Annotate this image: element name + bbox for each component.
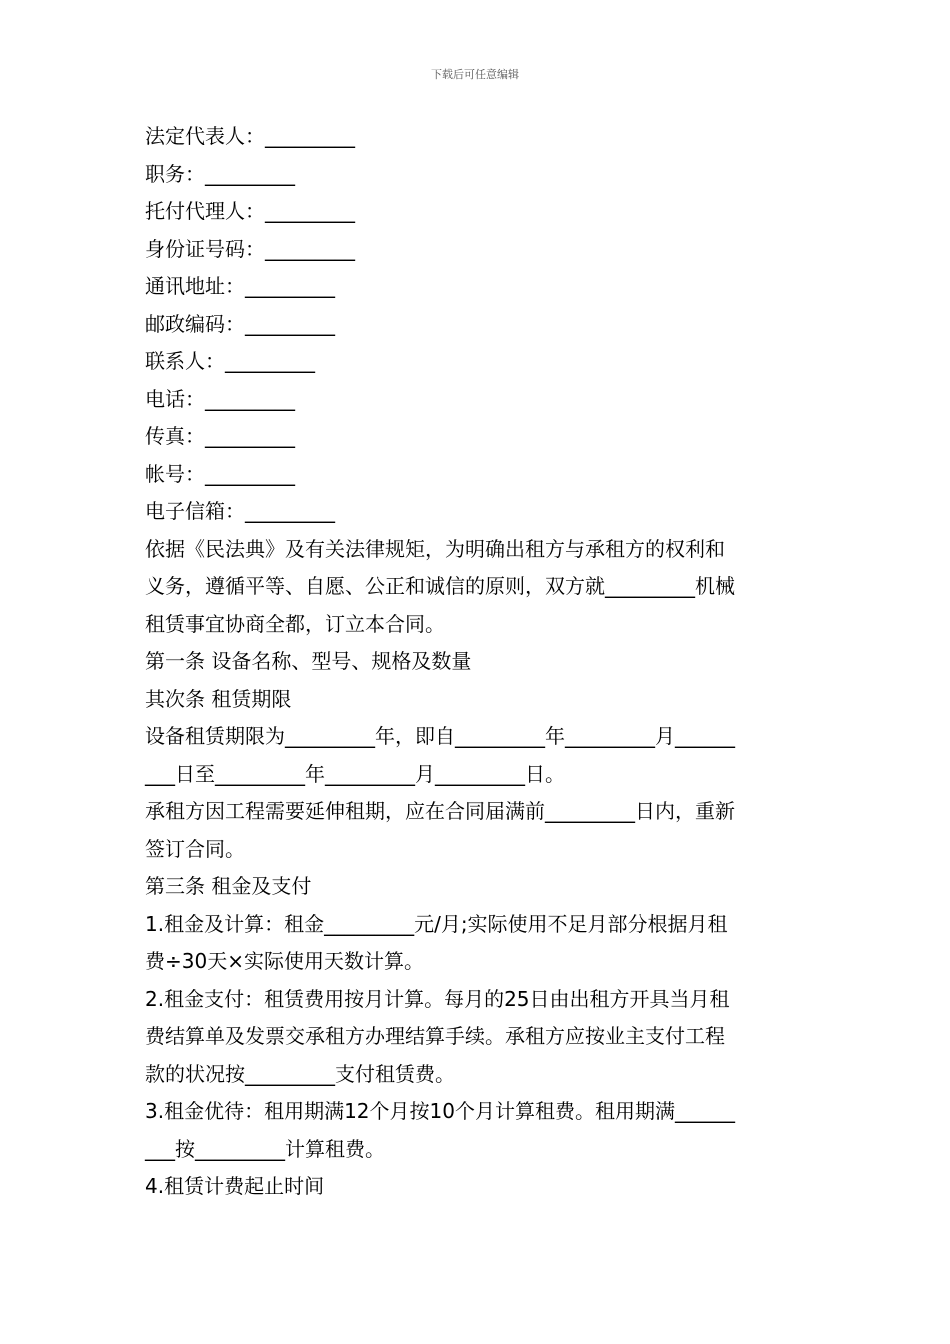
rent-item-3-line: ___按_________计算租费。 [145,1136,385,1161]
rent-item-1-line: 1.租金及计算：租金_________元/月;实际使用不足月部分根据月租 [145,911,728,936]
intro-line: 依据《民法典》及有关法律规矩，为明确出租方与承租方的权利和 [145,536,725,561]
intro-line: 租赁事宜协商全都，订立本合同。 [145,611,445,636]
field-fax: 传真：_________ [145,424,295,448]
field-email: 电子信箱：_________ [145,499,335,523]
field-position: 职务：_________ [145,161,295,186]
field-postcode: 邮政编码：_________ [145,311,335,336]
rent-item-2-line: 款的状况按_________支付租赁费。 [145,1061,455,1086]
article-1-title: 第一条 设备名称、型号、规格及数量 [145,649,472,673]
document-body [145,118,807,1206]
field-legal-representative: 法定代表人：_________ [145,124,355,148]
rent-item-2-line: 费结算单及发票交承租方办理结算手续。承租方应按业主支付工程 [145,1024,725,1048]
rent-item-3-line: 3.租金优待：租用期满12个月按10个月计算租费。租用期满______ [145,1099,735,1123]
field-agent: 托付代理人：_________ [145,199,355,223]
lease-period-line: 设备租赁期限为_________年，即自_________年_________月______ [145,724,735,748]
field-id-number: 身份证号码：_________ [145,236,355,261]
rent-item-2-line: 2.租金支付：租赁费用按月计算。每月的25日由出租方开具当月租 [145,986,730,1011]
intro-line: 义务，遵循平等、自愿、公正和诚信的原则，双方就_________机械 [145,574,735,598]
field-contact: 联系人：_________ [145,349,315,373]
rent-item-4: 4.租赁计费起止时间 [145,1174,325,1198]
lease-period-line: ___日至_________年_________月_________日。 [145,761,565,786]
rent-item-1-line: 费÷30天×实际使用天数计算。 [145,949,424,973]
page-header: 下载后可任意编辑 [431,68,519,81]
extension-line: 签订合同。 [145,836,245,861]
article-2-title: 其次条 租赁期限 [145,686,292,711]
article-3-title: 第三条 租金及支付 [145,874,312,898]
extension-line: 承租方因工程需要延伸租期，应在合同届满前_________日内，重新 [145,799,735,823]
field-phone: 电话：_________ [145,386,295,411]
field-address: 通讯地址：_________ [145,274,335,298]
field-account: 帐号：_________ [145,461,295,486]
